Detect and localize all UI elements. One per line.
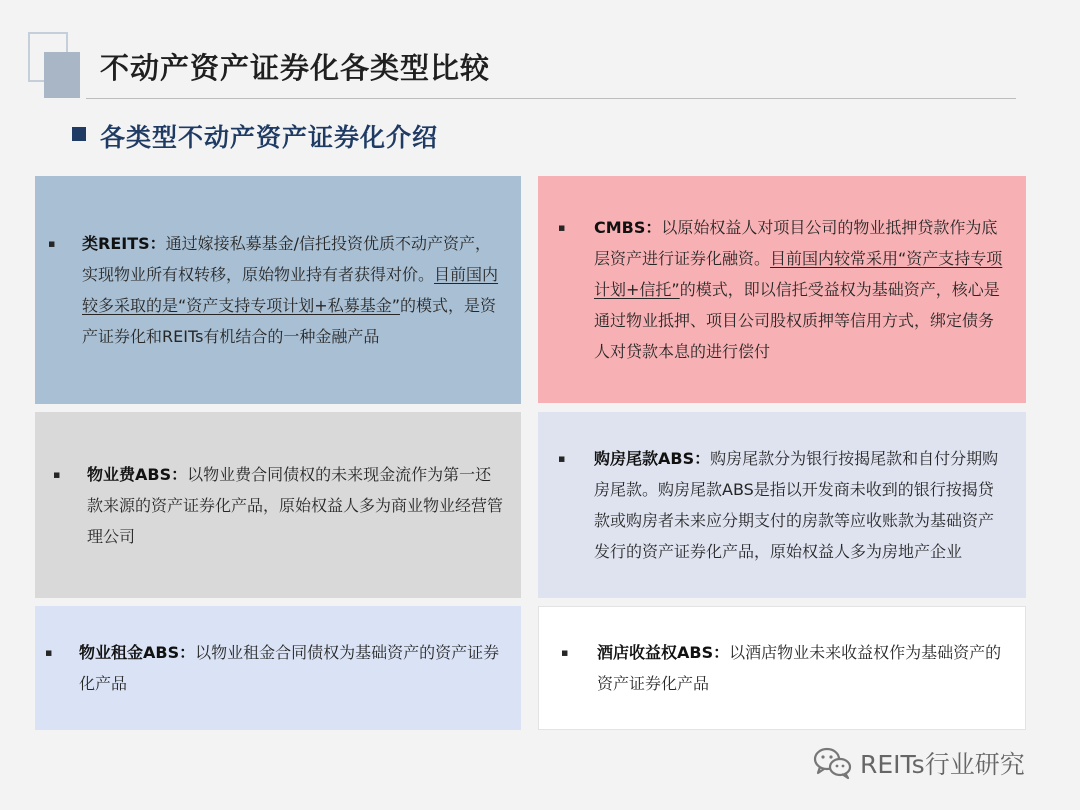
card-text	[53, 459, 504, 552]
card-desc: 以酒店物业未来收益权作为基础资产的资产证券化产品	[597, 643, 1002, 693]
card-reits-like	[35, 176, 521, 404]
bullet-icon: ▪	[558, 452, 566, 465]
bullet-icon: ▪	[558, 221, 566, 234]
bullet-icon: ▪	[561, 646, 569, 659]
wechat-icon	[812, 745, 854, 781]
bullet-icon: ▪	[45, 646, 53, 659]
page-title: 不动产资产证券化各类型比较	[100, 51, 491, 85]
card-term: 酒店收益权ABS：	[597, 643, 730, 662]
card-desc-tail: 的模式，即以信托受益权为基础资产，核心是通过物业抵押、项目公司股权质押等信用方式，绑定债务人对贷款本息的进行偿付	[594, 280, 1000, 361]
section-subtitle: 各类型不动产资产证券化介绍	[100, 123, 439, 152]
bullet-icon: ▪	[48, 237, 56, 250]
subtitle-square-icon	[72, 127, 86, 141]
card-text	[558, 212, 1008, 367]
card-desc: 以物业租金合同债权为基础资产的资产证券化产品	[79, 643, 500, 693]
card-housing-payment-abs	[538, 412, 1026, 598]
card-desc-tail: 的模式，是资产证券化和REITs有机结合的一种金融产品	[82, 296, 497, 346]
card-property-rent-abs	[35, 606, 521, 730]
bullet-icon: ▪	[53, 467, 61, 481]
card-desc: 以物业费合同债权的未来现金流作为第一还款来源的资产证券化产品，原始权益人多为商业物业经营管理公司	[87, 464, 504, 546]
card-property-fee-abs	[35, 412, 521, 598]
card-term: CMBS：	[594, 218, 662, 237]
card-text	[45, 637, 503, 699]
card-hotel-income-abs	[538, 606, 1026, 730]
card-cmbs	[538, 176, 1026, 403]
watermark	[812, 743, 1025, 783]
card-text	[48, 228, 503, 352]
corner-decoration-block	[44, 52, 80, 98]
card-term: 类REITS：	[82, 234, 166, 253]
card-desc-highlight: 目前国内较常采用“资产支持专项计划+信托”	[594, 249, 1003, 299]
card-desc: 购房尾款分为银行按揭尾款和自付分期购房尾款。购房尾款ABS是指以开发商未收到的银行按揭贷款或购房者未来应分期支付的房款等应收账款为基础资产发行的资产证券化产品，原始权益人多为房地产企业	[594, 449, 999, 561]
card-text	[561, 637, 1007, 699]
card-desc: 以原始权益人对项目公司的物业抵押贷款作为底层资产进行证券化融资。	[594, 218, 998, 268]
title-divider	[86, 98, 1016, 99]
card-term: 购房尾款ABS：	[594, 449, 711, 468]
card-term: 物业费ABS：	[87, 464, 188, 484]
card-desc-highlight: 目前国内较多采取的是“资产支持专项计划+私募基金”	[82, 265, 499, 315]
watermark-text: REITs行业研究	[860, 750, 1025, 779]
card-text	[558, 443, 1008, 567]
card-desc: 通过嫁接私募基金/信托投资优质不动产资产，实现物业所有权转移，原始物业持有者获得对价。	[82, 234, 492, 284]
card-term: 物业租金ABS：	[79, 643, 196, 662]
